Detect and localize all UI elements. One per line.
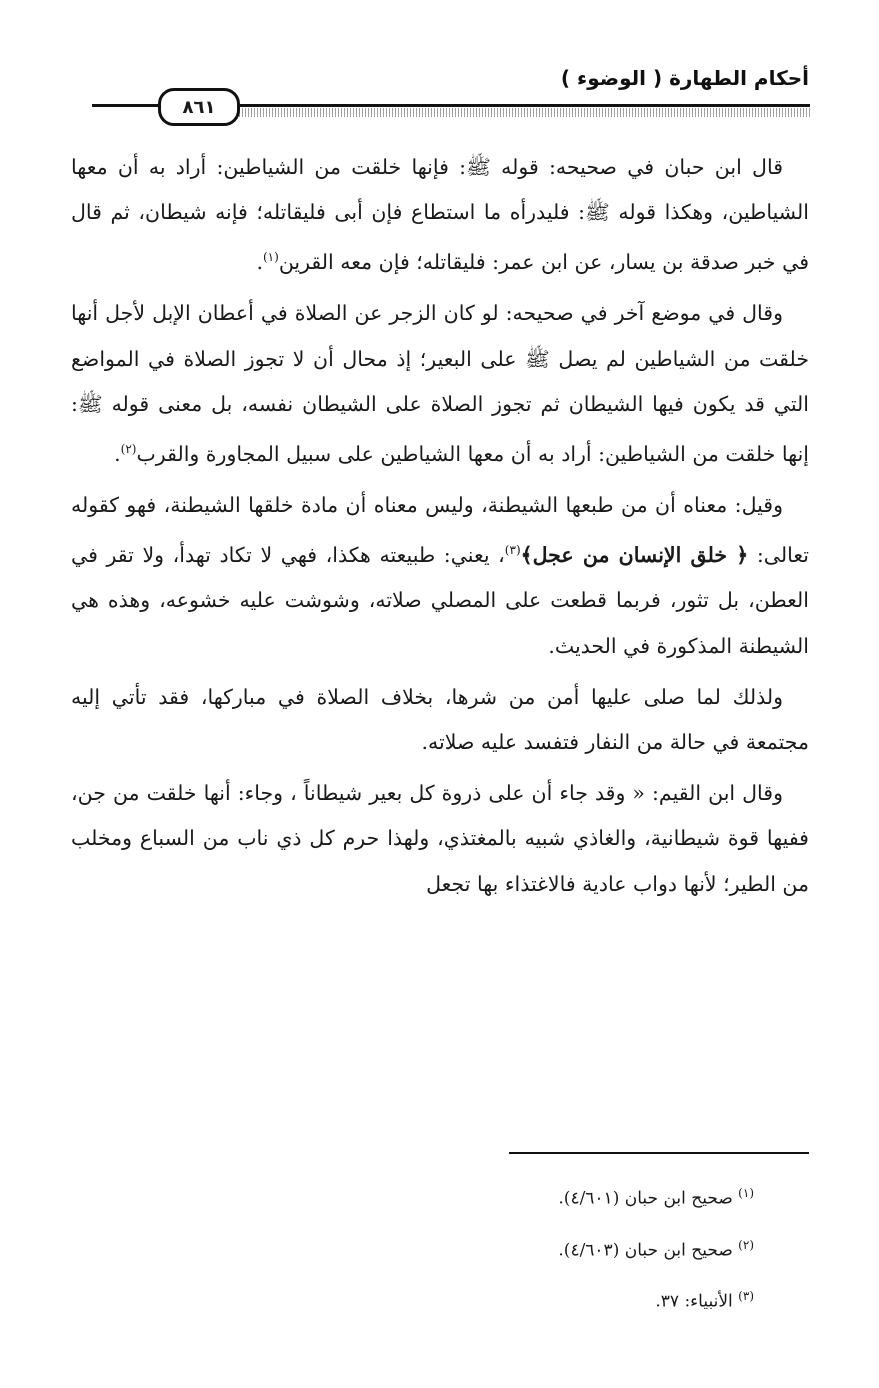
footnote-ref: (٢) (120, 442, 137, 457)
page-number: ٨٦١ (158, 88, 240, 126)
footnote-separator (509, 1152, 809, 1154)
paragraph-2: وقال في موضع آخر في صحيحه: لو كان الزجر عن الصلاة في أعطان الإبل لأجل أنها خلقت من الشياطين لم يصل ﷺ على البعير؛ إذ محال أن لا تجوز الصلاة في المواضع التي قد يكون فيها الشيطان ثم تجوز الصلاة على الشيطان نفسه، بل معنى قوله ﷺ: إنها خلقت من الشياطين: أراد به أن معها الشياطين على سبيل المجاورة والقرب$^{(٢)}$. (71, 301, 809, 466)
main-text (71, 145, 809, 913)
footnote-1 (354, 1170, 754, 1222)
footnote-number: (١) (738, 1186, 754, 1200)
footnote-text: صحيح ابن حبان (٤/٦٠٣). (558, 1240, 733, 1261)
footnote-text: صحيح ابن حبان (٤/٦٠١). (558, 1188, 733, 1209)
paragraph-text: وقال في موضع آخر في صحيحه: لو كان الزجر عن الصلاة في أعطان الإبل لأجل أنها خلقت من الشياطين لم يصل ﷺ على البعير؛ إذ محال أن لا تجوز الصلاة في المواضع التي قد يكون فيها الشيطان ثم تجوز الصلاة على الشيطان نفسه، بل معنى قوله ﷺ: إنها خلقت من الشياطين: أراد به أن معها الشياطين على سبيل المجاورة والقرب (71, 301, 809, 466)
paragraph-text: ولذلك لما صلى عليها أمن من شرها، بخلاف الصلاة في مباركها، فقد تأتي إليه مجتمعة في حالة من النفار فتفسد عليه صلاته. (71, 684, 809, 754)
paragraph-4 (71, 675, 809, 765)
footnotes (354, 1170, 754, 1325)
paragraph-text: قال ابن حبان في صحيحه: قوله ﷺ: فإنها خلقت من الشياطين: أراد به أن معها الشياطين، وهكذا قوله ﷺ: فليدرأه ما استطاع فإن أبى فليقاتله؛ فإنه شيطان، ثم قال في خبر صدقة بن يسار، عن ابن عمر: فليقاتله؛ فإن معه القرين (71, 155, 809, 275)
paragraph-text: وقال ابن القيم: « وقد جاء أن على ذروة كل بعير شيطاناً ، وجاء: أنها خلقت من جن، ففيها قوة شيطانية، والغاذي شبيه بالمغتذي، ولهذا حرم كل ذي ناب من السباع ومخلب من الطير؛ لأنها دواب عادية فالاغتذاء بها تجعل (71, 781, 809, 896)
paragraph-text: وقيل: معناه أن من طبعها الشيطنة، وليس معناه أن مادة خلقها الشيطنة، فهو كقوله تعالى: (71, 493, 809, 568)
header-ornament (230, 108, 810, 117)
paragraph-3 (71, 483, 809, 669)
footnote-number: (٣) (738, 1289, 754, 1304)
footnote-text: الأنبياء: ٣٧. (655, 1291, 733, 1312)
paragraph-text: ، يعني: طبيعته هكذا، فهي لا تكاد تهدأ، ولا تقر في العطن، بل تثور، فربما قطعت على المصلي صلاته، وشوشت عليه خشوعه، وهذه هي الشيطنة المذكورة في الحديث. (71, 543, 809, 658)
quran-verse: ﴿ خلق الإنسان من عجل﴾ (520, 543, 749, 568)
footnote-3 (354, 1273, 754, 1325)
footnote-ref: (١) (262, 250, 279, 265)
running-header-title: أحكام الطهارة ( الوضوء ) (560, 66, 809, 90)
paragraph-5 (71, 771, 809, 907)
footnote-number: (٢) (738, 1237, 754, 1252)
footnote-2 (354, 1222, 754, 1274)
footnote-ref: (٣) (504, 543, 521, 558)
paragraph-1: قال ابن حبان في صحيحه: قوله ﷺ: فإنها خلقت من الشياطين: أراد به أن معها الشياطين، وهكذا قوله ﷺ: فليدرأه ما استطاع فإن أبى فليقاتله؛ فإنه شيطان، ثم قال في خبر صدقة بن يسار، عن ابن عمر: فليقاتله؛ فإن معه القرين$^{(١)}$. (71, 155, 809, 275)
